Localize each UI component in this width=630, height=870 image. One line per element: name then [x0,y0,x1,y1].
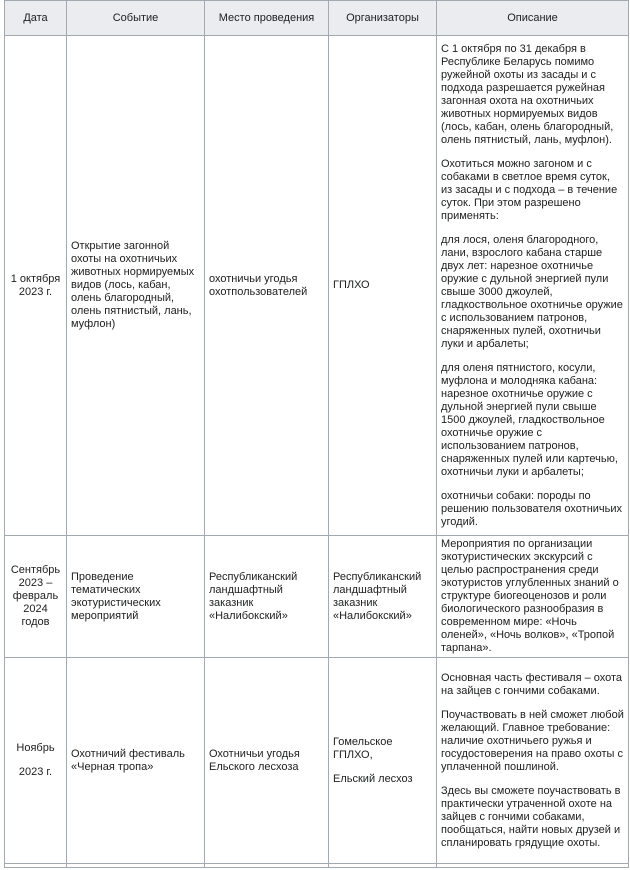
description-paragraph: охотничьи собаки: породы по решению пользователя охотничьих угодий. [441,489,623,528]
header-date: Дата [5,1,67,36]
event-description [437,36,629,536]
description-paragraph: для лося, оленя благородного, лани, взрослого кабана старше двух лет: нарезное охотничье оружие с дульной энергией пули свыше 3000 джоулей, гладкоствольное охотничье оружие с использованием патронов, снаряженных пулей, охотничьи луки и арбалеты; [441,233,623,350]
event-venue: Республиканский ландшафтный заказник «Налибокский» [205,536,329,658]
table-row [5,536,629,658]
event-organizers [329,536,437,658]
empty-cell [67,864,205,868]
organizer: ГПЛХО [333,279,370,291]
events-table [4,0,629,868]
organizer: Ельский лесхоз [333,772,413,785]
table-row [5,36,629,536]
organizer: Гомельское ГПЛХО, [333,735,393,761]
description-paragraph: Мероприятия по организации экотуристических экскурсий с целью распространения среди экотуристов углубленных знаний о структуре биогеоценозов и роли биологического разнообразия в современном мире: «Ночь оленей», «Ночь волков», «Тропой тарпана». [441,538,619,654]
event-date-year: 2023 г. [18,766,53,778]
empty-cell [205,864,329,868]
header-description: Описание [437,1,629,36]
description-paragraph: Здесь вы сможете поучаствовать в практически утраченной охоте на зайцев с гончими собаками, пообщаться, найти новых друзей и спланировать грядущие охоты. [441,784,621,849]
table-header [5,1,629,36]
empty-cell [5,864,67,868]
empty-cell [437,864,629,868]
event-date: 1 октября 2023 г. [5,36,67,536]
description-paragraph: для оленя пятнистого, косули, муфлона и молодняка кабана: нарезное охотничье оружие с дульной энергией пули свыше 1500 джоулей, гладкоствольное охотничье оружие с использованием патронов, снаряженных пулей или картечью, охотничьи луки и арбалеты; [441,361,618,478]
empty-cell [329,864,437,868]
description-paragraph: Основная часть фестиваля – охота на зайцев с гончими собаками. [441,671,623,697]
table-row [5,658,629,864]
event-venue: Охотничьи угодья Ельского лесхоза [205,658,329,864]
event-description [437,658,629,864]
header-venue: Место проведения [205,1,329,36]
event-venue: охотничьи угодья охотпользователей [205,36,329,536]
header-event: Событие [67,1,205,36]
description-paragraph: Охотиться можно загоном и с собаками в светлое время суток, из засады и с подхода – в течение суток. При этом разрешено применять: [441,157,618,222]
event-date [5,658,67,864]
organizer: Республиканский ландшафтный заказник «Налибокский» [333,570,422,622]
table-row-partial [5,864,629,868]
header-row [5,1,629,36]
event-name: Проведение тематических экотуристических мероприятий [67,536,205,658]
event-organizers [329,36,437,536]
header-organizers: Организаторы [329,1,437,36]
description-paragraph: Поучаствовать в ней сможет любой желающий. Главное требование: наличие охотничьего ружья и госудостоверения на право охоты с уплаченной пошлиной. [441,708,624,773]
event-date-month: Ноябрь [16,742,55,754]
event-name: Открытие загонной охоты на охотничьих животных нормируемых видов (лось, кабан, олень благородный, олень пятнистый, лань, муфлон) [67,36,205,536]
table-body [5,36,629,868]
event-description [437,536,629,658]
description-paragraph: С 1 октября по 31 декабря в Республике Беларусь помимо ружейной охоты из засады и с подхода разрешается ружейная загонная охота на охотничьих животных нормируемых видов (лось, кабан, олень благородный, олень пятнистый, лань, муфлон). [441,42,614,146]
event-date: Сентябрь 2023 – февраль 2024 годов [5,536,67,658]
event-name: Охотничий фестиваль «Черная тропа» [67,658,205,864]
event-organizers [329,658,437,864]
